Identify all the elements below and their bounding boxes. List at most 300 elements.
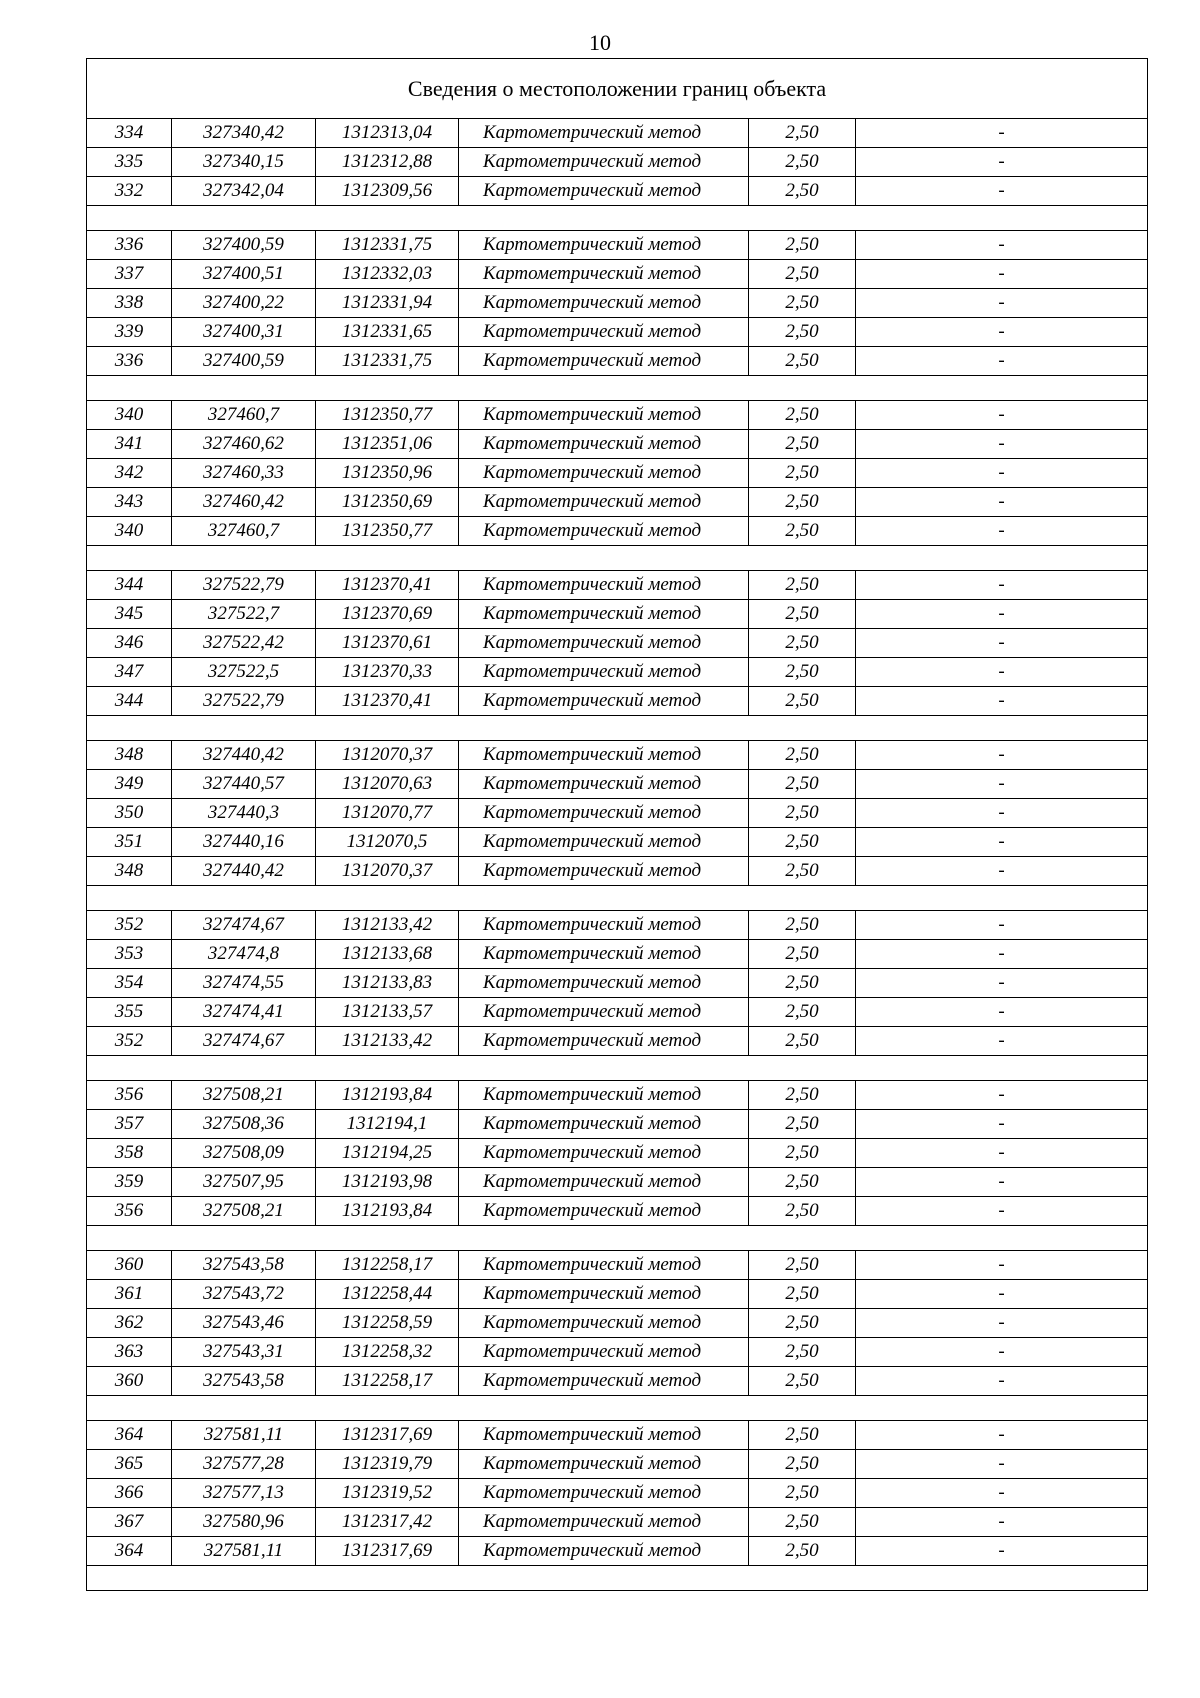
cell-accuracy: 2,50 xyxy=(749,260,856,289)
cell-accuracy: 2,50 xyxy=(749,911,856,940)
cell-note: - xyxy=(856,1479,1148,1508)
cell-point-number: 360 xyxy=(87,1367,172,1396)
cell-method: Картометрический метод xyxy=(459,517,749,546)
cell-method: Картометрический метод xyxy=(459,1338,749,1367)
table-row xyxy=(87,1139,1148,1168)
table-row xyxy=(87,177,1148,206)
group-separator-row xyxy=(87,1566,1148,1591)
table-row xyxy=(87,1479,1148,1508)
cell-point-number: 344 xyxy=(87,687,172,716)
cell-method: Картометрический метод xyxy=(459,911,749,940)
table-row xyxy=(87,488,1148,517)
table-row xyxy=(87,1508,1148,1537)
cell-coord-y: 1312331,75 xyxy=(316,347,459,376)
cell-coord-y: 1312313,04 xyxy=(316,119,459,148)
cell-point-number: 367 xyxy=(87,1508,172,1537)
cell-coord-y: 1312258,32 xyxy=(316,1338,459,1367)
table-row xyxy=(87,770,1148,799)
cell-accuracy: 2,50 xyxy=(749,401,856,430)
table-row xyxy=(87,1280,1148,1309)
cell-method: Картометрический метод xyxy=(459,687,749,716)
cell-point-number: 348 xyxy=(87,857,172,886)
cell-point-number: 348 xyxy=(87,741,172,770)
cell-note: - xyxy=(856,741,1148,770)
cell-coord-x: 327543,31 xyxy=(172,1338,316,1367)
cell-note: - xyxy=(856,629,1148,658)
cell-point-number: 335 xyxy=(87,148,172,177)
cell-coord-y: 1312331,94 xyxy=(316,289,459,318)
cell-point-number: 332 xyxy=(87,177,172,206)
cell-point-number: 336 xyxy=(87,231,172,260)
table-row xyxy=(87,148,1148,177)
cell-point-number: 338 xyxy=(87,289,172,318)
table-row xyxy=(87,600,1148,629)
cell-coord-y: 1312133,42 xyxy=(316,911,459,940)
cell-coord-y: 1312317,69 xyxy=(316,1421,459,1450)
table-title-row xyxy=(87,59,1148,119)
cell-accuracy: 2,50 xyxy=(749,231,856,260)
cell-coord-y: 1312070,37 xyxy=(316,857,459,886)
cell-note: - xyxy=(856,1537,1148,1566)
cell-note: - xyxy=(856,1309,1148,1338)
cell-method: Картометрический метод xyxy=(459,119,749,148)
cell-coord-y: 1312350,69 xyxy=(316,488,459,517)
cell-coord-x: 327474,67 xyxy=(172,1027,316,1056)
cell-method: Картометрический метод xyxy=(459,998,749,1027)
cell-method: Картометрический метод xyxy=(459,741,749,770)
cell-point-number: 362 xyxy=(87,1309,172,1338)
table-row xyxy=(87,1251,1148,1280)
cell-accuracy: 2,50 xyxy=(749,1027,856,1056)
cell-accuracy: 2,50 xyxy=(749,799,856,828)
cell-coord-x: 327400,59 xyxy=(172,347,316,376)
cell-accuracy: 2,50 xyxy=(749,969,856,998)
cell-accuracy: 2,50 xyxy=(749,430,856,459)
cell-accuracy: 2,50 xyxy=(749,940,856,969)
cell-note: - xyxy=(856,1197,1148,1226)
cell-method: Картометрический метод xyxy=(459,1479,749,1508)
separator-cell xyxy=(87,1056,1148,1081)
cell-point-number: 346 xyxy=(87,629,172,658)
cell-method: Картометрический метод xyxy=(459,430,749,459)
table-row xyxy=(87,629,1148,658)
cell-coord-x: 327400,51 xyxy=(172,260,316,289)
group-separator-row xyxy=(87,376,1148,401)
cell-note: - xyxy=(856,600,1148,629)
cell-coord-x: 327440,3 xyxy=(172,799,316,828)
cell-accuracy: 2,50 xyxy=(749,1421,856,1450)
cell-point-number: 341 xyxy=(87,430,172,459)
cell-method: Картометрический метод xyxy=(459,231,749,260)
cell-point-number: 340 xyxy=(87,401,172,430)
cell-method: Картометрический метод xyxy=(459,629,749,658)
cell-coord-x: 327460,42 xyxy=(172,488,316,517)
cell-note: - xyxy=(856,148,1148,177)
cell-note: - xyxy=(856,517,1148,546)
cell-method: Картометрический метод xyxy=(459,571,749,600)
cell-coord-x: 327543,46 xyxy=(172,1309,316,1338)
cell-point-number: 363 xyxy=(87,1338,172,1367)
table-row xyxy=(87,1081,1148,1110)
cell-coord-y: 1312317,69 xyxy=(316,1537,459,1566)
cell-point-number: 357 xyxy=(87,1110,172,1139)
cell-coord-y: 1312370,33 xyxy=(316,658,459,687)
cell-coord-x: 327581,11 xyxy=(172,1421,316,1450)
cell-coord-x: 327474,67 xyxy=(172,911,316,940)
cell-coord-x: 327581,11 xyxy=(172,1537,316,1566)
cell-coord-x: 327440,16 xyxy=(172,828,316,857)
cell-coord-x: 327460,33 xyxy=(172,459,316,488)
cell-method: Картометрический метод xyxy=(459,828,749,857)
cell-coord-y: 1312070,37 xyxy=(316,741,459,770)
cell-point-number: 358 xyxy=(87,1139,172,1168)
table-row xyxy=(87,231,1148,260)
separator-cell xyxy=(87,1226,1148,1251)
cell-accuracy: 2,50 xyxy=(749,741,856,770)
cell-accuracy: 2,50 xyxy=(749,1168,856,1197)
cell-note: - xyxy=(856,857,1148,886)
table-row xyxy=(87,571,1148,600)
table-row xyxy=(87,1450,1148,1479)
cell-note: - xyxy=(856,289,1148,318)
table-row xyxy=(87,430,1148,459)
table-row xyxy=(87,799,1148,828)
table-row xyxy=(87,318,1148,347)
cell-accuracy: 2,50 xyxy=(749,1450,856,1479)
cell-coord-x: 327508,21 xyxy=(172,1197,316,1226)
cell-method: Картометрический метод xyxy=(459,658,749,687)
cell-note: - xyxy=(856,318,1148,347)
cell-method: Картометрический метод xyxy=(459,1367,749,1396)
table-row xyxy=(87,1537,1148,1566)
table-row xyxy=(87,517,1148,546)
cell-method: Картометрический метод xyxy=(459,347,749,376)
cell-coord-x: 327508,21 xyxy=(172,1081,316,1110)
cell-note: - xyxy=(856,430,1148,459)
cell-coord-y: 1312350,77 xyxy=(316,517,459,546)
table-row xyxy=(87,940,1148,969)
cell-note: - xyxy=(856,828,1148,857)
table-title: Сведения о местоположении границ объекта xyxy=(87,59,1148,119)
cell-coord-x: 327460,7 xyxy=(172,517,316,546)
group-separator-row xyxy=(87,546,1148,571)
cell-coord-x: 327474,55 xyxy=(172,969,316,998)
table-row xyxy=(87,1338,1148,1367)
cell-accuracy: 2,50 xyxy=(749,1139,856,1168)
group-separator-row xyxy=(87,206,1148,231)
cell-method: Картометрический метод xyxy=(459,148,749,177)
cell-accuracy: 2,50 xyxy=(749,177,856,206)
cell-method: Картометрический метод xyxy=(459,969,749,998)
cell-note: - xyxy=(856,177,1148,206)
cell-accuracy: 2,50 xyxy=(749,1338,856,1367)
cell-point-number: 350 xyxy=(87,799,172,828)
cell-method: Картометрический метод xyxy=(459,1251,749,1280)
cell-method: Картометрический метод xyxy=(459,1197,749,1226)
cell-note: - xyxy=(856,799,1148,828)
cell-point-number: 340 xyxy=(87,517,172,546)
cell-note: - xyxy=(856,1421,1148,1450)
group-separator-row xyxy=(87,886,1148,911)
cell-coord-y: 1312258,17 xyxy=(316,1367,459,1396)
cell-point-number: 347 xyxy=(87,658,172,687)
cell-coord-y: 1312317,42 xyxy=(316,1508,459,1537)
cell-coord-x: 327340,42 xyxy=(172,119,316,148)
cell-coord-y: 1312133,68 xyxy=(316,940,459,969)
cell-coord-x: 327577,13 xyxy=(172,1479,316,1508)
table-row xyxy=(87,1367,1148,1396)
cell-coord-y: 1312194,1 xyxy=(316,1110,459,1139)
cell-accuracy: 2,50 xyxy=(749,770,856,799)
cell-coord-x: 327580,96 xyxy=(172,1508,316,1537)
cell-accuracy: 2,50 xyxy=(749,600,856,629)
cell-accuracy: 2,50 xyxy=(749,1479,856,1508)
cell-point-number: 365 xyxy=(87,1450,172,1479)
cell-method: Картометрический метод xyxy=(459,1537,749,1566)
cell-accuracy: 2,50 xyxy=(749,828,856,857)
cell-note: - xyxy=(856,969,1148,998)
cell-method: Картометрический метод xyxy=(459,857,749,886)
cell-coord-y: 1312370,41 xyxy=(316,571,459,600)
cell-method: Картометрический метод xyxy=(459,401,749,430)
cell-coord-x: 327474,41 xyxy=(172,998,316,1027)
cell-coord-y: 1312370,69 xyxy=(316,600,459,629)
table-row xyxy=(87,1168,1148,1197)
cell-accuracy: 2,50 xyxy=(749,1508,856,1537)
group-separator-row xyxy=(87,1056,1148,1081)
cell-point-number: 364 xyxy=(87,1421,172,1450)
cell-coord-y: 1312319,79 xyxy=(316,1450,459,1479)
cell-coord-y: 1312370,41 xyxy=(316,687,459,716)
cell-coord-x: 327400,31 xyxy=(172,318,316,347)
cell-coord-y: 1312312,88 xyxy=(316,148,459,177)
cell-coord-y: 1312309,56 xyxy=(316,177,459,206)
cell-note: - xyxy=(856,998,1148,1027)
cell-note: - xyxy=(856,658,1148,687)
cell-note: - xyxy=(856,1027,1148,1056)
cell-coord-x: 327460,62 xyxy=(172,430,316,459)
cell-coord-y: 1312133,42 xyxy=(316,1027,459,1056)
cell-note: - xyxy=(856,1280,1148,1309)
cell-coord-x: 327474,8 xyxy=(172,940,316,969)
cell-method: Картометрический метод xyxy=(459,1139,749,1168)
table-row xyxy=(87,658,1148,687)
cell-accuracy: 2,50 xyxy=(749,318,856,347)
page-number: 10 xyxy=(589,30,611,55)
group-separator-row xyxy=(87,1396,1148,1421)
cell-coord-y: 1312319,52 xyxy=(316,1479,459,1508)
cell-coord-x: 327507,95 xyxy=(172,1168,316,1197)
cell-accuracy: 2,50 xyxy=(749,459,856,488)
cell-note: - xyxy=(856,1367,1148,1396)
cell-accuracy: 2,50 xyxy=(749,1251,856,1280)
cell-note: - xyxy=(856,1338,1148,1367)
cell-point-number: 337 xyxy=(87,260,172,289)
cell-accuracy: 2,50 xyxy=(749,148,856,177)
cell-coord-x: 327522,7 xyxy=(172,600,316,629)
cell-coord-y: 1312070,5 xyxy=(316,828,459,857)
cell-coord-y: 1312331,65 xyxy=(316,318,459,347)
cell-point-number: 355 xyxy=(87,998,172,1027)
cell-point-number: 339 xyxy=(87,318,172,347)
cell-method: Картометрический метод xyxy=(459,770,749,799)
cell-coord-x: 327508,09 xyxy=(172,1139,316,1168)
cell-coord-y: 1312193,84 xyxy=(316,1081,459,1110)
cell-point-number: 351 xyxy=(87,828,172,857)
separator-cell xyxy=(87,1396,1148,1421)
cell-coord-y: 1312258,59 xyxy=(316,1309,459,1338)
table-row xyxy=(87,119,1148,148)
cell-coord-x: 327543,72 xyxy=(172,1280,316,1309)
cell-coord-x: 327400,59 xyxy=(172,231,316,260)
cell-method: Картометрический метод xyxy=(459,600,749,629)
cell-note: - xyxy=(856,347,1148,376)
cell-point-number: 360 xyxy=(87,1251,172,1280)
cell-coord-x: 327543,58 xyxy=(172,1367,316,1396)
cell-method: Картометрический метод xyxy=(459,177,749,206)
cell-method: Картометрический метод xyxy=(459,1168,749,1197)
cell-point-number: 345 xyxy=(87,600,172,629)
cell-method: Картометрический метод xyxy=(459,488,749,517)
cell-note: - xyxy=(856,231,1148,260)
cell-accuracy: 2,50 xyxy=(749,1110,856,1139)
cell-accuracy: 2,50 xyxy=(749,629,856,658)
cell-point-number: 343 xyxy=(87,488,172,517)
table-row xyxy=(87,289,1148,318)
cell-note: - xyxy=(856,1081,1148,1110)
cell-method: Картометрический метод xyxy=(459,459,749,488)
cell-point-number: 359 xyxy=(87,1168,172,1197)
cell-coord-y: 1312193,98 xyxy=(316,1168,459,1197)
cell-coord-y: 1312350,77 xyxy=(316,401,459,430)
cell-coord-x: 327340,15 xyxy=(172,148,316,177)
cell-note: - xyxy=(856,401,1148,430)
cell-point-number: 349 xyxy=(87,770,172,799)
group-separator-row xyxy=(87,716,1148,741)
table-row xyxy=(87,911,1148,940)
table-row xyxy=(87,969,1148,998)
cell-accuracy: 2,50 xyxy=(749,1537,856,1566)
cell-note: - xyxy=(856,770,1148,799)
cell-accuracy: 2,50 xyxy=(749,347,856,376)
cell-coord-x: 327440,42 xyxy=(172,741,316,770)
table-row xyxy=(87,1110,1148,1139)
cell-coord-x: 327440,42 xyxy=(172,857,316,886)
table-row xyxy=(87,459,1148,488)
separator-cell xyxy=(87,716,1148,741)
table-row xyxy=(87,857,1148,886)
cell-accuracy: 2,50 xyxy=(749,571,856,600)
cell-coord-x: 327522,42 xyxy=(172,629,316,658)
cell-accuracy: 2,50 xyxy=(749,998,856,1027)
cell-point-number: 336 xyxy=(87,347,172,376)
cell-coord-y: 1312331,75 xyxy=(316,231,459,260)
cell-coord-x: 327522,79 xyxy=(172,687,316,716)
cell-accuracy: 2,50 xyxy=(749,289,856,318)
table-row xyxy=(87,347,1148,376)
table-row xyxy=(87,1309,1148,1338)
cell-note: - xyxy=(856,911,1148,940)
separator-cell xyxy=(87,546,1148,571)
cell-coord-y: 1312258,17 xyxy=(316,1251,459,1280)
cell-note: - xyxy=(856,687,1148,716)
cell-accuracy: 2,50 xyxy=(749,1197,856,1226)
cell-method: Картометрический метод xyxy=(459,1309,749,1338)
cell-accuracy: 2,50 xyxy=(749,658,856,687)
cell-method: Картометрический метод xyxy=(459,1027,749,1056)
table-row xyxy=(87,998,1148,1027)
cell-note: - xyxy=(856,1110,1148,1139)
cell-point-number: 354 xyxy=(87,969,172,998)
table-row xyxy=(87,260,1148,289)
cell-coord-y: 1312193,84 xyxy=(316,1197,459,1226)
cell-coord-y: 1312070,63 xyxy=(316,770,459,799)
cell-coord-x: 327460,7 xyxy=(172,401,316,430)
separator-cell xyxy=(87,1566,1148,1591)
cell-accuracy: 2,50 xyxy=(749,1280,856,1309)
separator-cell xyxy=(87,376,1148,401)
cell-point-number: 356 xyxy=(87,1081,172,1110)
cell-note: - xyxy=(856,571,1148,600)
cell-point-number: 366 xyxy=(87,1479,172,1508)
table-row xyxy=(87,401,1148,430)
cell-accuracy: 2,50 xyxy=(749,517,856,546)
cell-point-number: 344 xyxy=(87,571,172,600)
cell-coord-x: 327543,58 xyxy=(172,1251,316,1280)
cell-coord-y: 1312070,77 xyxy=(316,799,459,828)
cell-point-number: 352 xyxy=(87,1027,172,1056)
cell-note: - xyxy=(856,488,1148,517)
cell-point-number: 364 xyxy=(87,1537,172,1566)
cell-point-number: 361 xyxy=(87,1280,172,1309)
cell-method: Картометрический метод xyxy=(459,1280,749,1309)
cell-coord-x: 327522,79 xyxy=(172,571,316,600)
boundary-table xyxy=(86,58,1148,1591)
cell-coord-y: 1312370,61 xyxy=(316,629,459,658)
cell-note: - xyxy=(856,940,1148,969)
cell-accuracy: 2,50 xyxy=(749,1309,856,1338)
table-row xyxy=(87,828,1148,857)
cell-point-number: 334 xyxy=(87,119,172,148)
cell-note: - xyxy=(856,1251,1148,1280)
cell-coord-y: 1312351,06 xyxy=(316,430,459,459)
cell-accuracy: 2,50 xyxy=(749,1081,856,1110)
table-row xyxy=(87,687,1148,716)
cell-coord-y: 1312194,25 xyxy=(316,1139,459,1168)
table-row xyxy=(87,741,1148,770)
cell-method: Картометрический метод xyxy=(459,1110,749,1139)
cell-point-number: 356 xyxy=(87,1197,172,1226)
cell-coord-y: 1312133,83 xyxy=(316,969,459,998)
table-row xyxy=(87,1197,1148,1226)
cell-coord-y: 1312332,03 xyxy=(316,260,459,289)
group-separator-row xyxy=(87,1226,1148,1251)
table-row xyxy=(87,1027,1148,1056)
cell-note: - xyxy=(856,119,1148,148)
cell-method: Картометрический метод xyxy=(459,1081,749,1110)
cell-method: Картометрический метод xyxy=(459,940,749,969)
table-row xyxy=(87,1421,1148,1450)
cell-coord-x: 327400,22 xyxy=(172,289,316,318)
cell-accuracy: 2,50 xyxy=(749,857,856,886)
separator-cell xyxy=(87,206,1148,231)
cell-method: Картометрический метод xyxy=(459,289,749,318)
cell-accuracy: 2,50 xyxy=(749,687,856,716)
cell-coord-y: 1312133,57 xyxy=(316,998,459,1027)
cell-point-number: 353 xyxy=(87,940,172,969)
cell-method: Картометрический метод xyxy=(459,1508,749,1537)
cell-coord-x: 327342,04 xyxy=(172,177,316,206)
